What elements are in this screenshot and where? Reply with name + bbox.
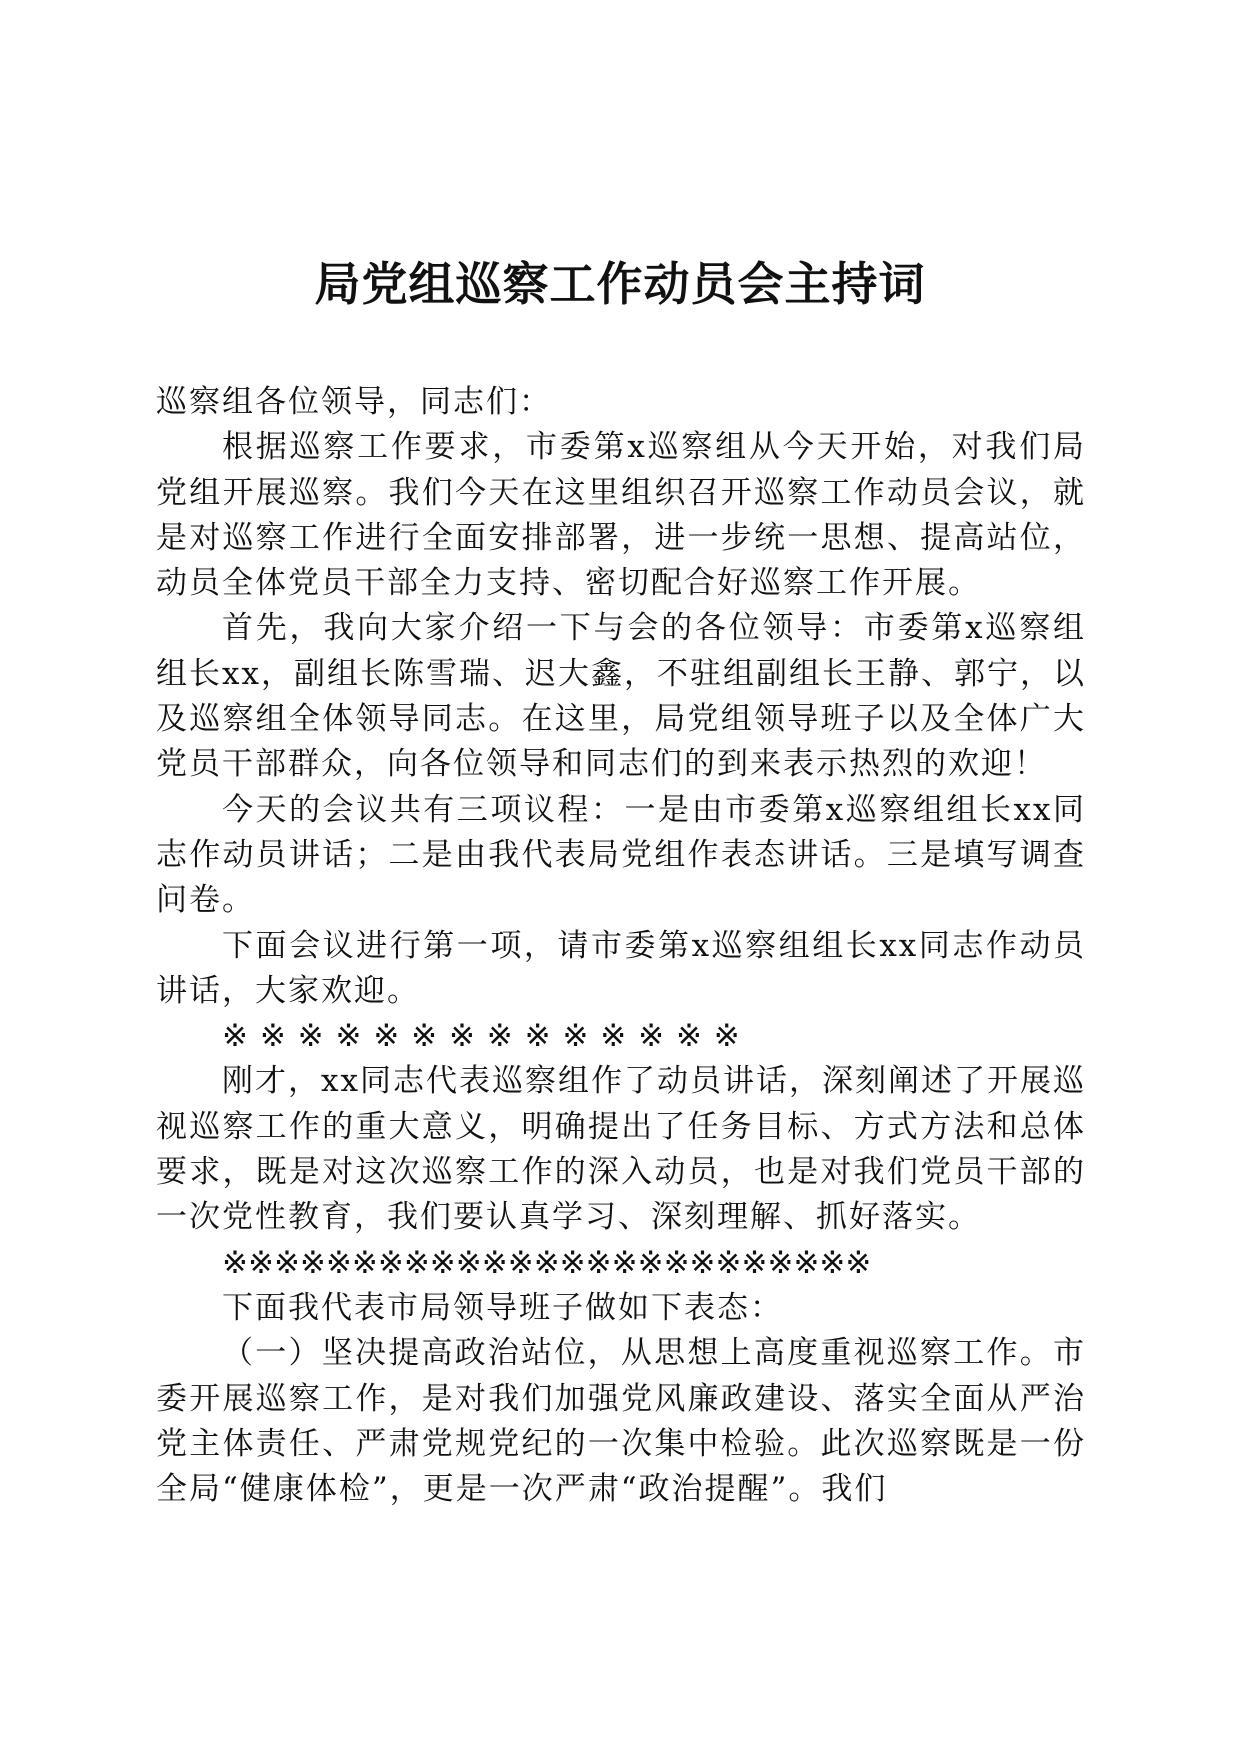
separator-marks-dense: ※※※※※※※※※※※※※※※※※※※※※※※※※ (222, 1244, 872, 1281)
paragraph-point-one: （一）坚决提高政治站位，从思想上高度重视巡察工作。市委开展巡察工作，是对我们加强党风廉政建设、落实全面从严治党主体责任、严肃党规党纪的一次集中检验。此次巡察既是一份全局“健康体检”，更是一次严肃“政治提醒”。我们 (156, 1335, 1086, 1508)
document-title: 局党组巡察工作动员会主持词 (314, 257, 926, 311)
document-body (156, 380, 1086, 1512)
paragraph-introduction: 首先，我向大家介绍一下与会的各位领导：市委第x巡察组组长xx，副组长陈雪瑞、迟大鑫，不驻组副组长王静、郭宁，以及巡察组全体领导同志。在这里，局党组领导班子以及全体广大党员干部群众，向各位领导和同志们的到来表示热烈的欢迎！ (156, 610, 1086, 783)
paragraph-first-item: 下面会议进行第一项，请市委第x巡察组组长xx同志作动员讲话，大家欢迎。 (156, 927, 1086, 1009)
separator-marks: ※ ※ ※ ※ ※ ※ ※ ※ ※ ※ ※ ※ ※ ※ (222, 1018, 741, 1055)
paragraph-review: 刚才，xx同志代表巡察组作了动员讲话，深刻阐述了开展巡视巡察工作的重大意义，明确提出了任务目标、方式方法和总体要求，既是对这次巡察工作的深入动员，也是对我们党员干部的一次党性教育，我们要认真学习、深刻理解、抓好落实。 (156, 1063, 1086, 1236)
salutation: 巡察组各位领导，同志们： (156, 384, 552, 420)
paragraph-background: 根据巡察工作要求，市委第x巡察组从今天开始，对我们局党组开展巡察。我们今天在这里组织召开巡察工作动员会议，就是对巡察工作进行全面安排部署，进一步统一思想、提高站位，动员全体党员干部全力支持、密切配合好巡察工作开展。 (156, 429, 1086, 602)
paragraph-agenda: 今天的会议共有三项议程：一是由市委第x巡察组组长xx同志作动员讲话；二是由我代表局党组作表态讲话。三是填写调查问卷。 (156, 791, 1086, 919)
paragraph-statement-intro: 下面我代表市局领导班子做如下表态： (222, 1289, 783, 1326)
